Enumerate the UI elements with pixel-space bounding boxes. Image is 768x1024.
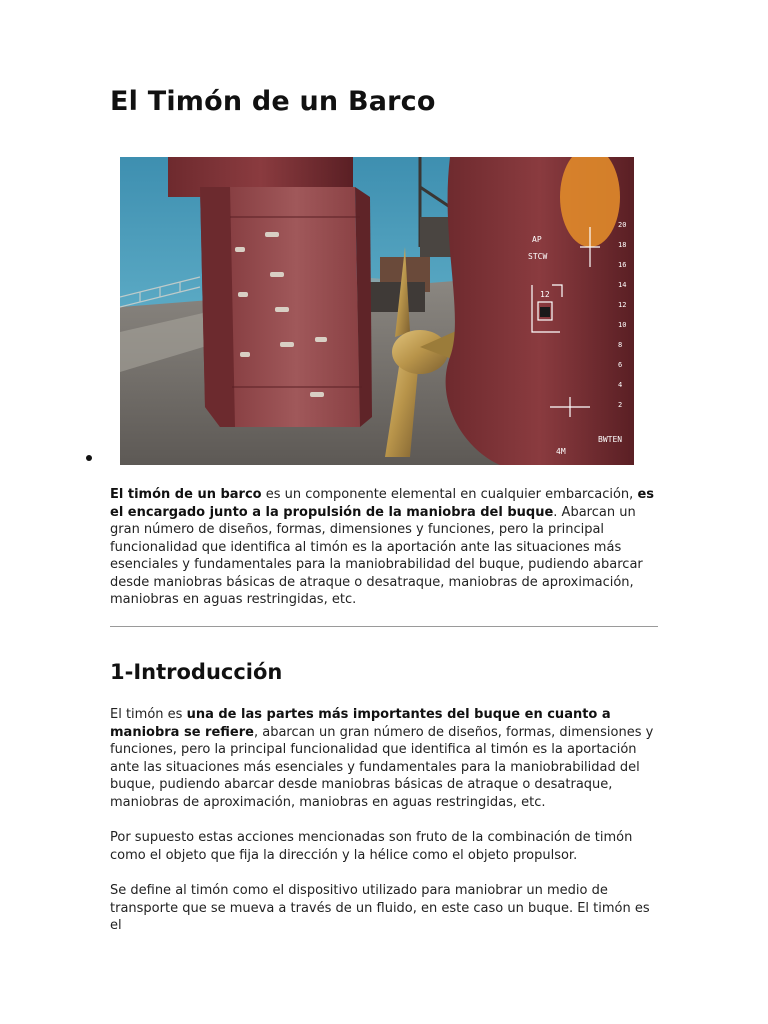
page-title: El Timón de un Barco [110, 86, 436, 117]
paragraph-3: Por supuesto estas acciones mencionadas son fruto de la combinación de timón como el objeto que fija la dirección y la hélice como el objeto propulsor. [110, 830, 633, 863]
bold-text: una de las partes más importantes del buque en cuanto a maniobra se refiere [110, 707, 611, 740]
paragraph-4: Se define al timón como el dispositivo utilizado para maniobrar un medio de transporte que se mueva a través de un fluido, en este caso un buque. El timón es el [110, 883, 650, 933]
draft-mark: 18 [618, 241, 627, 249]
draft-mark: 12 [618, 301, 627, 309]
draft-mark: 10 [618, 321, 627, 329]
bold-text: El timón de un barco [110, 487, 262, 502]
bold-text: es el encargado junto a la propulsión de la maniobra del buque [110, 487, 654, 520]
paragraph-2 [110, 706, 658, 811]
paragraph-text: El timón es [110, 707, 187, 722]
hull-marking: 12 [540, 290, 550, 299]
list-bullet [86, 455, 92, 461]
paragraph-text: , abarcan un gran número de diseños, formas, dimensiones y funciones, pero la principal funcionalidad que identifica al timón es la aportación ante las situaciones más esenciales y fundamentales para la maniobrabilidad del buque, pudiendo abarcar desde maniobras básicas de atraque o desatraque, maniobras de aproximación, maniobras en aguas restringidas, etc. [110, 724, 654, 810]
draft-mark: 20 [618, 221, 627, 229]
draft-mark: 2 [618, 401, 623, 409]
hull-marking: AP [532, 235, 542, 244]
paragraph-text: es un componente elemental en cualquier embarcación, [261, 487, 638, 502]
ship-rudder-photo [120, 157, 634, 465]
hull-marking: 4M [556, 447, 566, 456]
draft-mark: 8 [618, 341, 623, 349]
draft-mark: 4 [618, 381, 623, 389]
ship-rudder-illustration [120, 157, 634, 465]
draft-mark: 14 [618, 281, 627, 289]
draft-mark: 16 [618, 261, 627, 269]
section-heading: 1-Introducción [110, 660, 283, 684]
section-divider [110, 626, 658, 627]
intro-paragraph [110, 486, 658, 609]
draft-mark: 6 [618, 361, 623, 369]
paragraph-text: . Abarcan un gran número de diseños, formas, dimensiones y funciones, pero la principal funcionalidad que identifica al timón es la aportación ante las situaciones más esenciales y fundamentales para la maniobrabilidad del buque, pudiendo abarcar desde maniobras básicas de atraque o desatraque, maniobras de aproximación, maniobras en aguas restringidas, etc. [110, 504, 643, 607]
hull-marking: STCW [528, 252, 548, 261]
hull-marking: BWTEN [598, 435, 623, 444]
